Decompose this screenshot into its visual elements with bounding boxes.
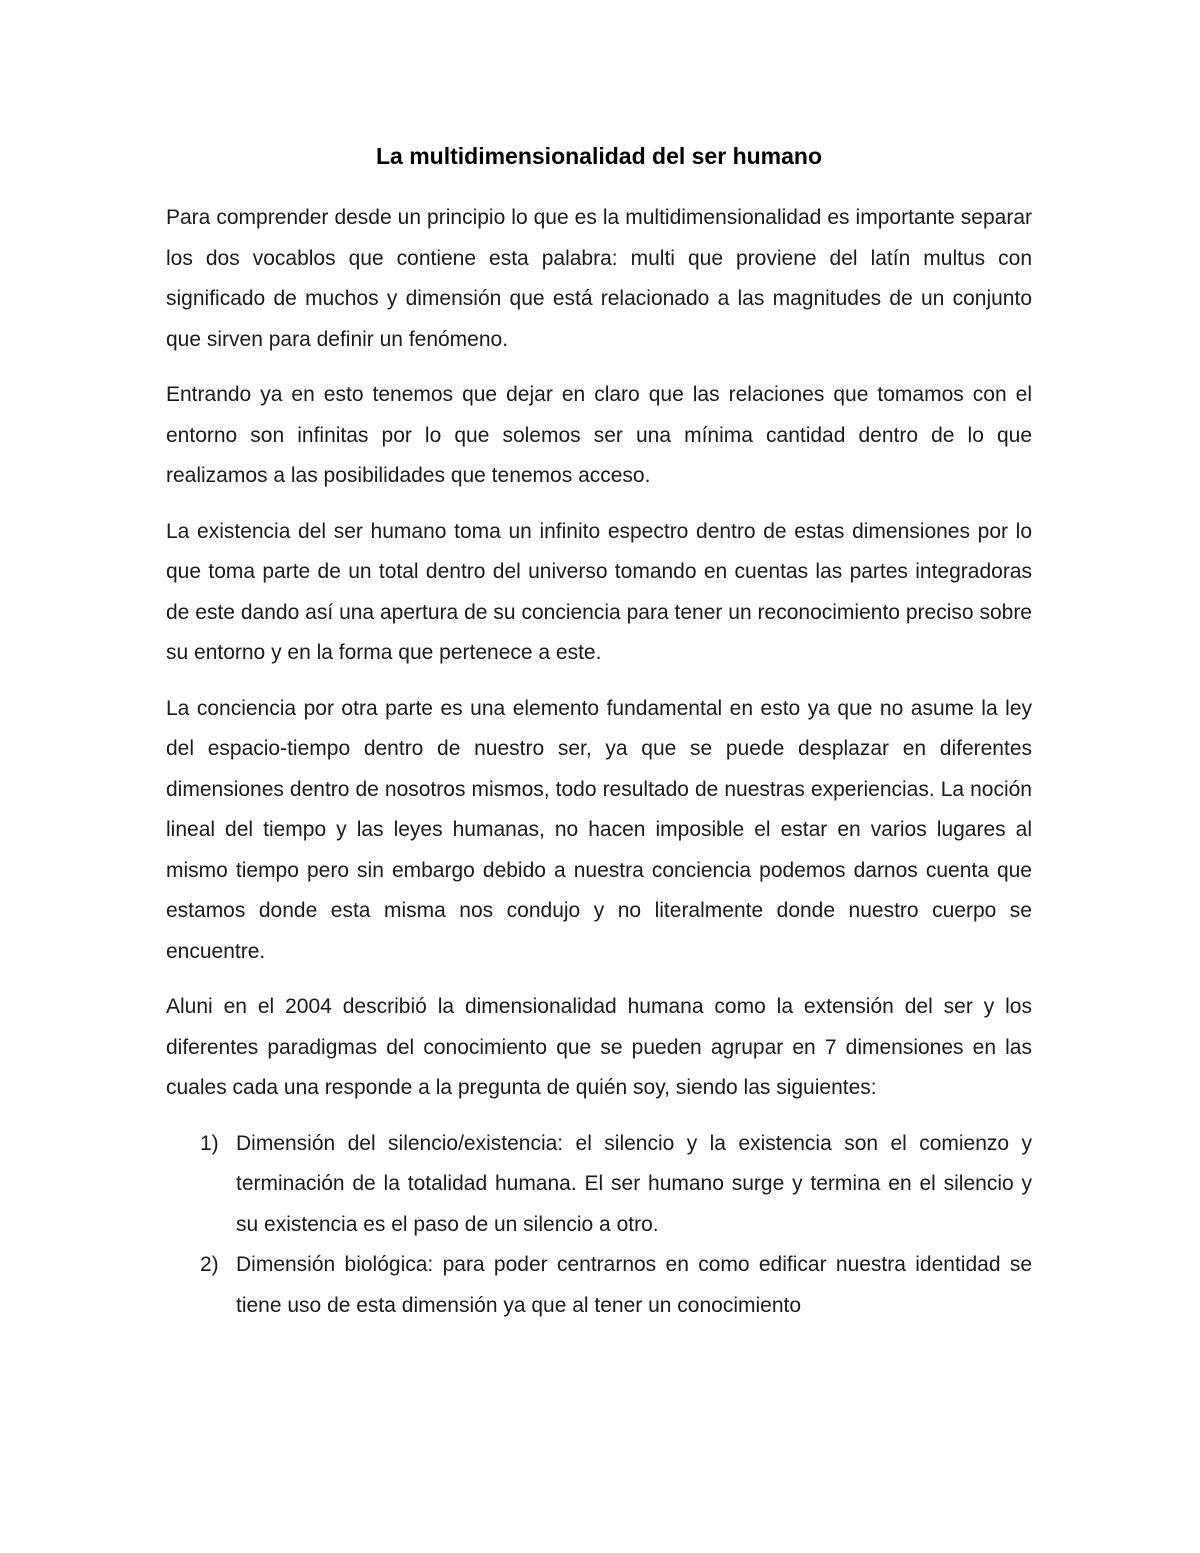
list-item-number: 2) <box>200 1253 219 1276</box>
list-item-number: 1) <box>200 1131 219 1155</box>
dimensions-list <box>166 1124 1032 1327</box>
list-item-text: Dimensión biológica: para poder centrarnos en como edificar nuestra identidad se tiene uso de esta dimensión ya que al tener un conocimiento <box>236 1253 1032 1317</box>
paragraph: Entrando ya en esto tenemos que dejar en claro que las relaciones que tomamos con el entorno son infinitas por lo que solemos ser una mínima cantidad dentro de lo que realizamos a las posibilidades que tenemos acceso. <box>166 383 1032 487</box>
paragraph: Para comprender desde un principio lo que es la multidimensionalidad es importante separar los dos vocablos que contiene esta palabra: multi que proviene del latín multus con significado de muchos y dimensión que está relacionado a las magnitudes de un conjunto que sirven para definir un fenómeno. <box>166 206 1032 351</box>
document-title: La multidimensionalidad del ser humano <box>375 143 823 169</box>
list-item <box>166 1245 1032 1326</box>
document-body <box>166 140 1032 1326</box>
list-item <box>166 1124 1032 1246</box>
paragraph: Aluni en el 2004 describió la dimensionalidad humana como la extensión del ser y los diferentes paradigmas del conocimiento que se pueden agrupar en 7 dimensiones en las cuales cada una responde a la pregunta de quién soy, siendo las siguientes: <box>166 995 1032 1099</box>
paragraph: La conciencia por otra parte es una elemento fundamental en esto ya que no asume la ley del espacio-tiempo dentro de nuestro ser, ya que se puede desplazar en diferentes dimensiones dentro de nosotros mismos, todo resultado de nuestras experiencias. La noción lineal del tiempo y las leyes humanas, no hacen imposible el estar en varios lugares al mismo tiempo pero sin embargo debido a nuestra conciencia podemos darnos cuenta que estamos donde esta misma nos condujo y no literalmente donde nuestro cuerpo se encuentre. <box>166 696 1032 963</box>
paragraph: La existencia del ser humano toma un infinito espectro dentro de estas dimensiones por lo que toma parte de un total dentro del universo tomando en cuentas las partes integradoras de este dando así una apertura de su conciencia para tener un reconocimiento preciso sobre su entorno y en la forma que pertenece a este. <box>166 519 1032 664</box>
list-item-text: Dimensión del silencio/existencia: el silencio y la existencia son el comienzo y terminación de la totalidad humana. El ser humano surge y termina en el silencio y su existencia es el paso de un silencio a otro. <box>236 1131 1032 1236</box>
